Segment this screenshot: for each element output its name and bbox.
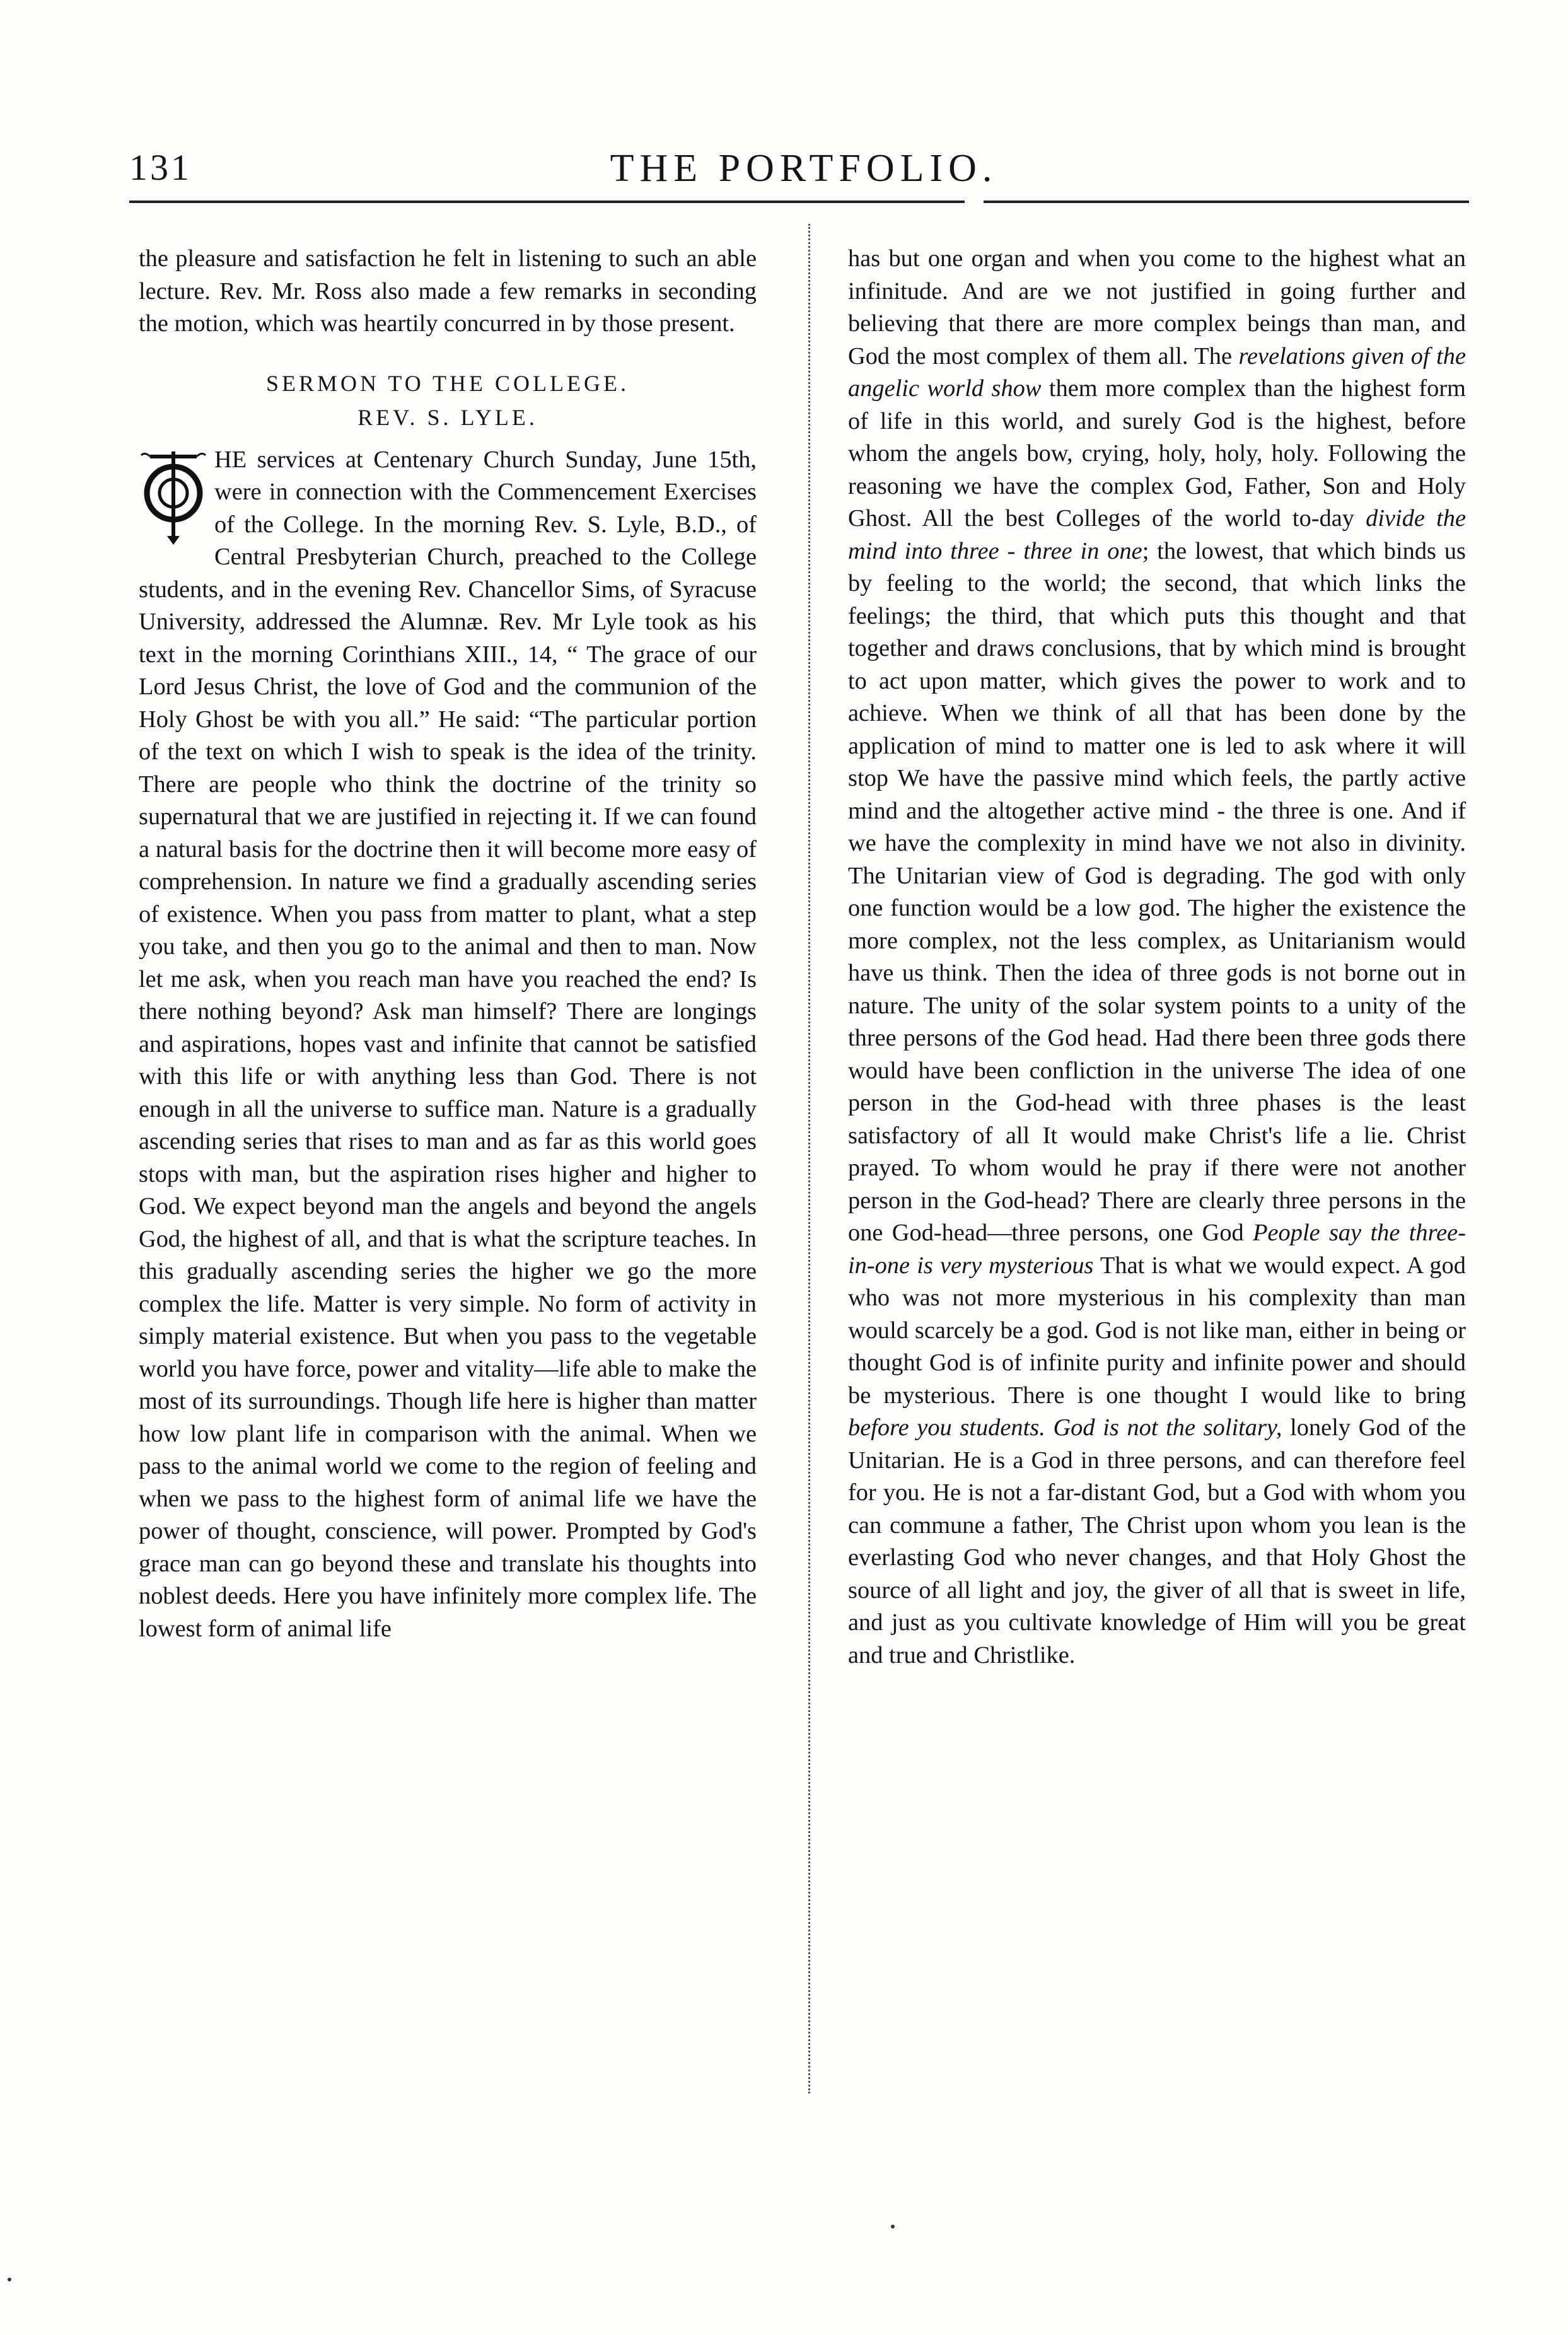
print-speck: [8, 2278, 11, 2281]
body-right-part-2: them more complex than the highest form of life in this world, and surely God is the highest, before whom the angels bow, crying, holy, holy, holy. Following the reasoning we have the complex God, Father, Son and Holy Ghost. All the best Colleges of the world to-day: [848, 375, 1466, 532]
body-right-part-5: lonely God of the Unitarian. He is a God in three persons, and can therefore feel for you. He is not a far-distant God, but a God with whom you can commune a father, The Christ upon whom you lean is the everlasting God who never changes, and that Holy Ghost the source of all light and joy, the giver of all that is sweet in life, and just as you cultivate knowledge of Him will you be great and true and Christlike.: [848, 1414, 1466, 1668]
page-header: [129, 146, 1478, 190]
body-right-italic-2: divide the mind into three - three in one: [848, 505, 1466, 564]
body-right-part-4: That is what we would expect. A god who was not more mysterious in his complexity than man would scarcely be a god. God is not like man, either in being or thought God is of infinite purity and infinite power and should be mysterious. There is one thought I would like to bring: [848, 1252, 1466, 1409]
body-right-italic-4: before you students. God is not the solitary,: [848, 1414, 1282, 1441]
article-body-start: [139, 444, 757, 1646]
article-heading: SERMON TO THE COLLEGE.: [265, 370, 629, 396]
body-right-italic-1: revelations given of the angelic world show: [848, 342, 1466, 402]
lead-paragraph: the pleasure and satisfaction he felt in listening to such an able lecture. Rev. Mr. Ross also made a few remarks in seconding the motion, which was heartily concurred in by those present.: [139, 245, 757, 337]
body-right: [848, 243, 1466, 1672]
article-byline: REV. S. LYLE.: [357, 404, 538, 430]
right-column: [848, 243, 1466, 1672]
page-number: 131: [129, 147, 192, 188]
header-rule-right: [984, 201, 1469, 203]
body-right-part-1: has but one organ and when you come to the highest what an infinitude. And are we not justified in going further and believing that there are more complex beings than man, and God the most complex of them all. The: [848, 245, 1466, 370]
header-rule-left: [129, 201, 965, 203]
body-right-part-3: ; the lowest, that which binds us by feeling to the world; the second, that which links the feelings; the third, that which puts this thought and that together and draws conclusions, that by which mind is brought to act upon matter, which gives the power to work and to achieve. When we think of all that has been done by the application of mind to matter one is led to ask where it will stop We have the passive mind which feels, the partly active mind and the altogether active mind - the three is one. And if we have the complexity in mind have we not also in divinity. The Unitarian view of God is degrading. The god with only one function would be a low god. The higher the existence the more complex, not the less complex, as Unitarianism would have us think. Then the idea of three gods is not borne out in nature. The unity of the solar system points to a unity of the three persons of the God head. Had there been three gods there would have been confliction in the universe The idea of one person in the God-head with three phases is the least satisfactory of all It would make Christ's life a lie. Christ prayed. To whom would he pray if there were not another person in the God-head? There are clearly three persons in the one God-head—three persons, one God: [848, 537, 1466, 1246]
print-speck: [891, 2225, 895, 2228]
left-column: [139, 243, 757, 1645]
ornamental-dropcap-icon: [139, 448, 208, 549]
body-right-italic-3: People say the three-in-one is very mysterious: [848, 1220, 1466, 1279]
body-left: HE services at Centenary Church Sunday, June 15th, were in connection with the Commencement Exercises of the College. In the morning Rev. S. Lyle, B.D., of Central Presbyterian Church, preached to the College students, and in the evening Rev. Chancellor Sims, of Syracuse University, addressed the Alumnæ. Rev. Mr Lyle took as his text in the morning Corinthians XIII., 14, “ The grace of our Lord Jesus Christ, the love of God and the communion of the Holy Ghost be with you all.” He said: “The particular portion of the text on which I wish to speak is the idea of the trinity. There are people who think the doctrine of the trinity so supernatural that we are justified in rejecting it. If we can found a natural basis for the doctrine then it will become more easy of comprehension. In nature we find a gradually ascending series of existence. When you pass from matter to plant, what a step you take, and then you go to the animal and then to man. Now let me ask, when you reach man have you reached the end? Is there nothing beyond? Ask man himself? There are longings and aspirations, hopes vast and infinite that cannot be satisfied with this life or with anything less than God. There is not enough in all the universe to suffice man. Nature is a gradually ascending series that rises to man and as far as this world goes stops with man, but the aspiration rises higher and higher to God. We expect beyond man the angels and beyond the angels God, the highest of all, and that is what the scripture teaches. In this gradually ascending series the higher we go the more complex the life. Matter is very simple. No form of activity in simply material existence. But when you pass to the vegetable world you have force, power and vitality—life able to make the most of its surroundings. Though life here is higher than matter how low plant life in comparison with the animal. When we pass to the animal world we come to the region of feeling and when we pass to the highest form of animal life we have the power of thought, conscience, will power. Prompted by God's grace man can go beyond these and translate his thoughts into noblest deeds. Here you have infinitely more complex life. The lowest form of animal life: [139, 446, 757, 1642]
running-title: THE PORTFOLIO.: [610, 147, 998, 190]
column-divider: [808, 224, 810, 2093]
